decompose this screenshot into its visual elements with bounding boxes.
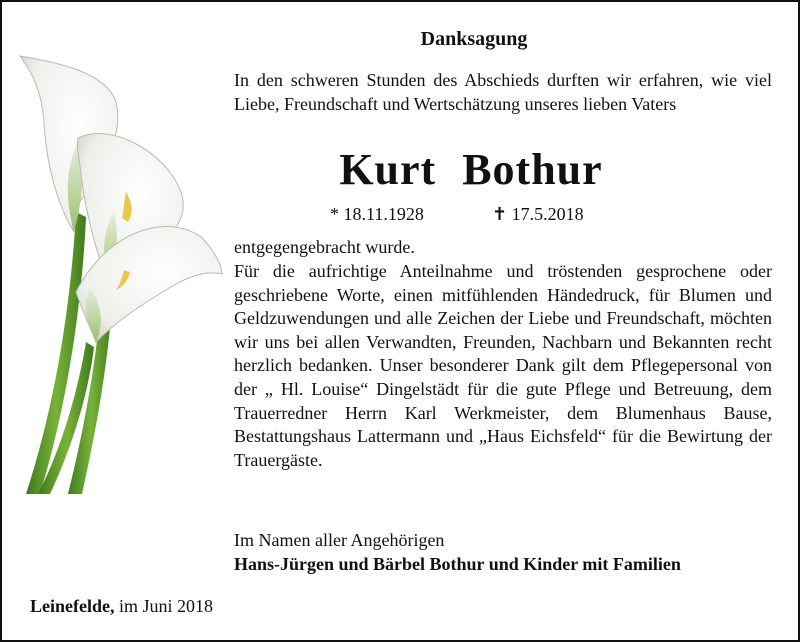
thanks-body: Für die aufrichtige Anteilnahme und tröstenden gesprochene oder geschriebene Worte, einen mitfühlenden Händedruck, für Blumen und Geldzuwendungen und alle Zeichen der Liebe und Freundschaft, möchten wir uns bei allen Verwandten, Freunden, Nachbarn und Bekannten recht herzlich bedanken. Unser besonderer Dank gilt dem Pflegepersonal von der „ Hl. Louise“ Dingelstädt für die gute Pflege und Betreuung, dem Trauerredner Herrn Karl Werkmeister, dem Blumenhaus Bause, Bestattungshaus Lattermann und „Haus Eichsfeld“ für die Bewirtung der Trauergäste. xyxy=(234,261,772,470)
connector-text: entgegengebracht wurde. xyxy=(234,237,415,257)
place: Leinefelde, xyxy=(30,596,115,616)
closing-line: Im Namen aller Angehörigen xyxy=(234,530,445,550)
deceased-name: Kurt Bothur xyxy=(339,145,603,194)
birth-date: * 18.11.1928 xyxy=(330,204,424,224)
calla-lily-icon xyxy=(16,42,232,497)
death-date: ✝ 17.5.2018 xyxy=(492,204,584,224)
signers: Hans-Jürgen und Bärbel Bothur und Kinder mit Familien xyxy=(234,554,681,574)
date: im Juni 2018 xyxy=(118,596,213,616)
place-date xyxy=(30,596,213,617)
intro-text: In den schweren Stunden des Abschieds durften wir erfahren, wie viel Liebe, Freundschaft und Wertschätzung unseres lieben Vaters xyxy=(234,70,772,114)
notice-heading: Danksagung xyxy=(420,28,528,50)
